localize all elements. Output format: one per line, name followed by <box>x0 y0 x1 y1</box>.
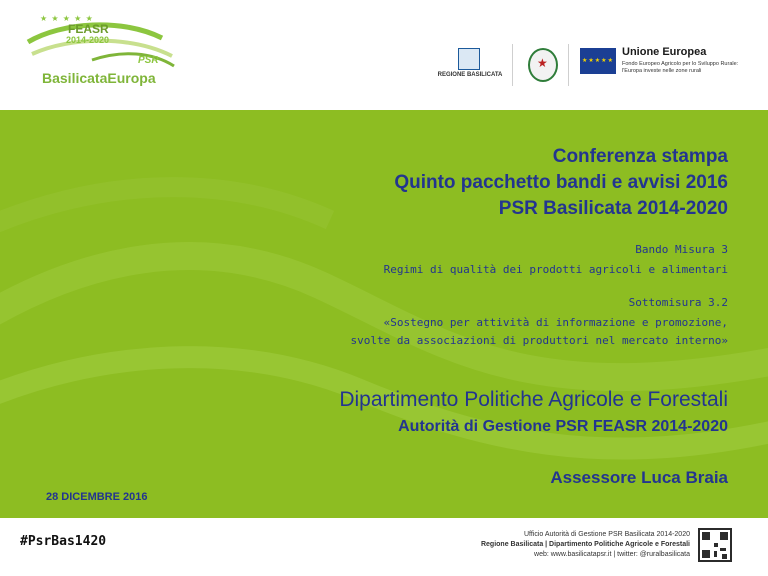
dipartimento-heading: Dipartimento Politiche Agricole e Forestali <box>339 388 728 411</box>
partner-logos <box>428 44 758 86</box>
title-line-1: Conferenza stampa <box>552 146 728 167</box>
sottomisura: Sottomisura 3.2 <box>628 296 728 309</box>
eu-flag-icon: ★★★★★ <box>580 48 616 74</box>
regione-label: REGIONE BASILICATA <box>437 72 503 78</box>
footer-line-1: Ufficio Autorità di Gestione PSR Basilicata 2014-2020 <box>523 531 690 538</box>
unione-europea-logo <box>580 44 760 86</box>
ue-subtitle-line1: Fondo Europeo Agricolo per lo Sviluppo Rurale: <box>622 61 739 67</box>
sostegno-line-2: svolte da associazioni di produttori nel mercato interno» <box>350 334 728 347</box>
ue-title: Unione Europea <box>622 46 707 58</box>
ue-subtitle-line2: l'Europa investe nelle zone rurali <box>622 68 702 74</box>
header <box>0 0 768 120</box>
title-line-2: Quinto pacchetto bandi e avvisi 2016 <box>394 172 728 193</box>
event-date: 28 DICEMBRE 2016 <box>46 491 148 503</box>
regione-basilicata-logo <box>428 44 513 86</box>
logo-feasr: FEASR <box>68 22 109 36</box>
title-line-3: PSR Basilicata 2014-2020 <box>498 198 728 219</box>
feasr-basilicata-europa-logo <box>22 12 182 92</box>
qr-code-icon <box>698 528 732 562</box>
italian-republic-emblem <box>516 44 569 86</box>
regimi-qualita: Regimi di qualità dei prodotti agricoli e alimentari <box>383 263 728 276</box>
logo-years: 2014-2020 <box>66 35 110 45</box>
sostegno-line-1: «Sostegno per attività di informazione e promozione, <box>383 316 728 329</box>
footer-line-3: web: www.basilicatapsr.it | twitter: @ruralbasilicata <box>534 551 690 558</box>
assessore-name: Assessore Luca Braia <box>550 468 728 487</box>
ue-subtitle <box>622 61 762 75</box>
star-emblem-icon: ★ <box>528 48 558 82</box>
hashtag: #PsrBas1420 <box>20 534 107 549</box>
autorita-gestione: Autorità di Gestione PSR FEASR 2014-2020 <box>398 418 728 435</box>
logo-brand: BasilicataEuropa <box>42 70 156 86</box>
regione-crest-icon <box>458 48 480 70</box>
footer-info <box>481 530 690 560</box>
logo-psr: PSR <box>138 55 159 66</box>
eu-stars-icon: ★ ★ ★ ★ ★ <box>40 14 94 23</box>
footer-line-2: Regione Basilicata | Dipartimento Politiche Agricole e Forestali <box>480 541 690 548</box>
bando-misura: Bando Misura 3 <box>635 243 728 256</box>
footer <box>0 518 768 576</box>
